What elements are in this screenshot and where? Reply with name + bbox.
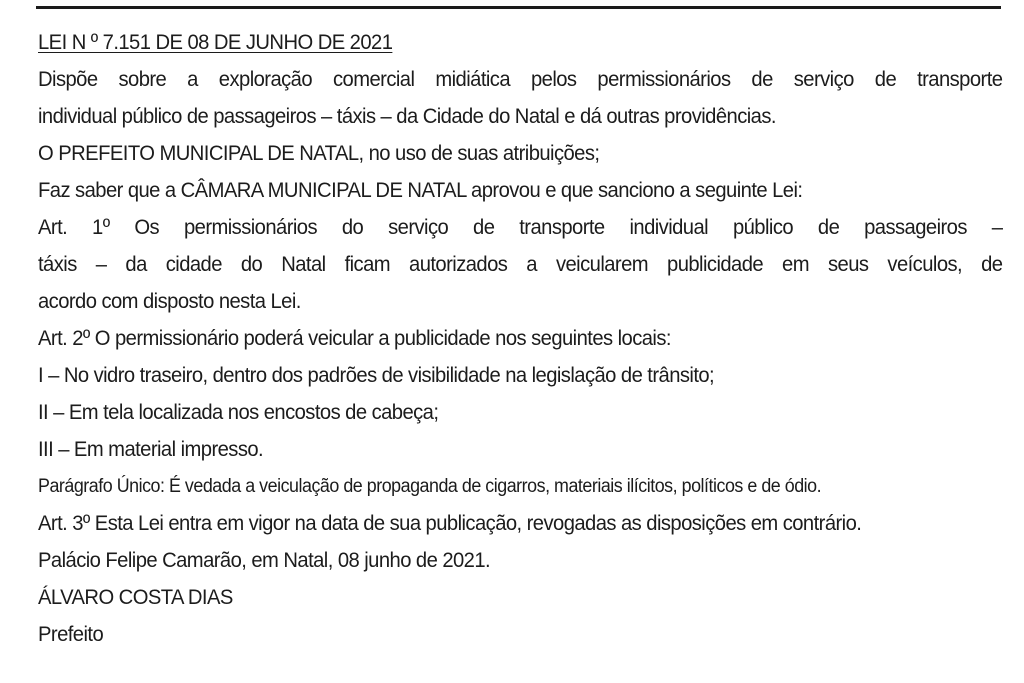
- paragrafo-unico: Parágrafo Único: É vedada a veiculação de propaganda de cigarros, materiais ilícitos, políticos e de ódio.: [38, 476, 822, 497]
- item-i: I – No vidro traseiro, dentro dos padrões de visibilidade na legislação de trânsito;: [38, 363, 715, 387]
- preamble-line-1: O PREFEITO MUNICIPAL DE NATAL, no uso de suas atribuições;: [38, 141, 600, 165]
- ementa-line-1: Dispõe sobre a exploração comercial midiática pelos permissionários de serviço de transporte: [38, 67, 1003, 91]
- preamble-line-2: Faz saber que a CÂMARA MUNICIPAL DE NATAL aprovou e que sanciono a seguinte Lei:: [38, 178, 803, 202]
- item-iii: III – Em material impresso.: [38, 437, 264, 461]
- art1-line-3: acordo com disposto nesta Lei.: [38, 289, 301, 313]
- top-rule: [36, 6, 1001, 9]
- art1-line-1: Art. 1º Os permissionários do serviço de transporte individual público de passageiros –: [38, 215, 1003, 239]
- signatory-role: Prefeito: [38, 622, 104, 646]
- ementa-line-2: individual público de passageiros – táxis – da Cidade do Natal e dá outras providências.: [38, 104, 776, 128]
- law-title: LEI N º 7.151 DE 08 DE JUNHO DE 2021: [38, 30, 393, 54]
- art3-text: Art. 3º Esta Lei entra em vigor na data de sua publicação, revogadas as disposições em contrário.: [38, 511, 862, 535]
- signatory-name: ÁLVARO COSTA DIAS: [38, 585, 233, 609]
- law-text: [38, 24, 1002, 653]
- art1-line-2: táxis – da cidade do Natal ficam autorizados a veicularem publicidade em seus veículos, de: [38, 252, 1003, 276]
- place-date: Palácio Felipe Camarão, em Natal, 08 junho de 2021.: [38, 548, 491, 572]
- art2-text: Art. 2º O permissionário poderá veicular a publicidade nos seguintes locais:: [38, 326, 671, 350]
- item-ii: II – Em tela localizada nos encostos de cabeça;: [38, 400, 439, 424]
